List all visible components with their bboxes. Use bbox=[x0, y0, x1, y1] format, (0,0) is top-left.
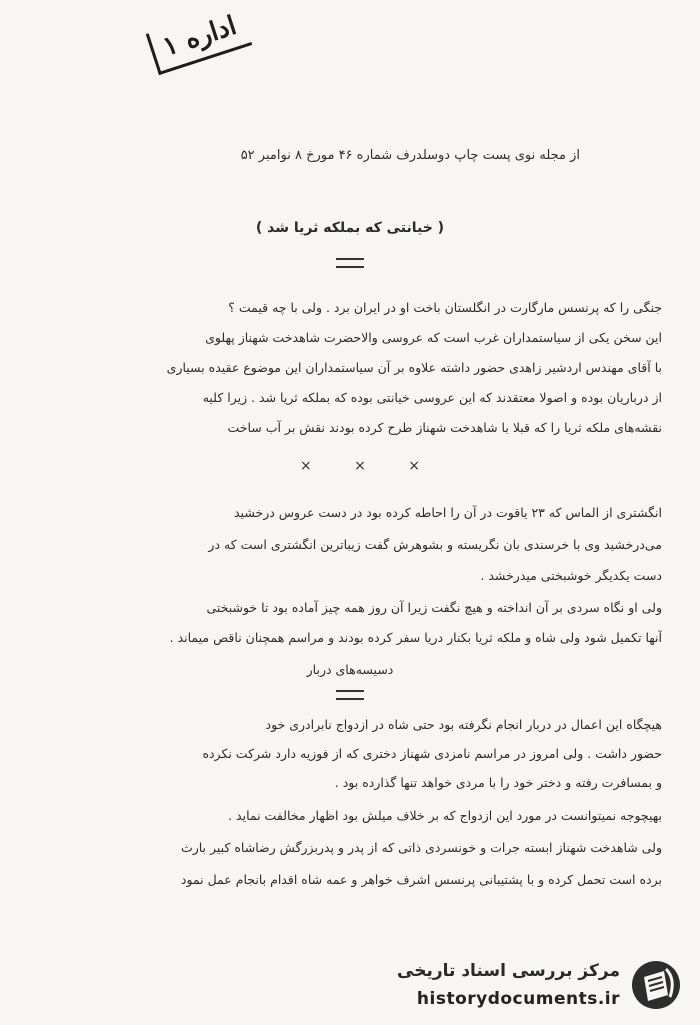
paragraph2-line: آنها تکمیل شود ولی شاه و ملکه ثریا بکنار دریا سفر کرده بودند و مراسم همچنان ناقص میماند . bbox=[169, 630, 662, 645]
paragraph2-line: دست یکدیگر خوشبختی میدرخشد . bbox=[480, 568, 662, 583]
archive-stamp: اداره ۱ bbox=[146, 4, 253, 75]
paragraph3-line: ولی شاهدخت شهناز ابسته جرات و خونسردی ذاتی که از پدر و پدربزرگش رضاشاه کبیر بارث bbox=[180, 840, 662, 855]
paragraph1-line: از درباریان بوده و اصولا معتقدند که این عروسی خیانتی بوده که بملکه ثریا شد . زیرا کلیه bbox=[202, 390, 662, 405]
paragraph1-line: این سخن یکی از سیاستمداران غرب است که عروسی والاحضرت شاهدخت شهناز پهلوی bbox=[205, 330, 662, 345]
source-header: از مجله نوی پست چاپ دوسلدرف شماره ۴۶ مورخ ۸ نوامبر ۵۲ bbox=[240, 148, 580, 163]
paragraph1-line: جنگی را که پرنسس مارگارت در انگلستان باخت او در ایران برد . ولی با چه قیمت ؟ bbox=[228, 300, 662, 315]
separator-mark: × bbox=[408, 458, 420, 474]
paragraph2-line: ولی او نگاه سردی بر آن انداخته و هیچ نگفت زیرا آن روز همه چیز آماده بود تا خوشبختی bbox=[206, 600, 662, 615]
title-underline-mark bbox=[336, 258, 364, 268]
paragraph3-line: هیچگاه این اعمال در دربار انجام نگرفته بود حتی شاه در ازدواج نابرادری خود bbox=[265, 717, 662, 732]
watermark-name: مرکز بررسی اسناد تاریخی bbox=[397, 961, 620, 981]
separator-mark: × bbox=[354, 458, 366, 474]
archive-logo-icon bbox=[630, 959, 682, 1011]
paragraph1-line: با آقای مهندس اردشیر زاهدی حضور داشته علاوه بر آن سیاستمداران این موضوع عقیده بسیاری bbox=[166, 360, 662, 375]
paragraph2-line: می‌درخشید وی با خرسندی بان نگریسته و بشوهرش گفت زیباترین انگشتری است که در bbox=[208, 537, 662, 552]
paragraph1-line: نقشه‌های ملکه ثریا را که قبلا با شاهدخت شهناز طرح کرده بودند نقش بر آب ساخت bbox=[227, 420, 662, 435]
paragraph3-line: حضور داشت . ولی امروز در مراسم نامزدی شهناز دختری که از فوزیه دارد شرکت نکرده bbox=[202, 746, 662, 761]
section-separator bbox=[300, 458, 420, 474]
paragraph2-line: انگشتری از الماس که ۲۳ یاقوت در آن را احاطه کرده بود در دست عروس درخشید bbox=[234, 505, 662, 520]
section-heading: دسیسه‌های دربار bbox=[306, 662, 394, 677]
watermark-url: historydocuments.ir bbox=[416, 989, 620, 1009]
paragraph3-line: و بمسافرت رفته و دختر خود را با مردی خواهد تنها گذارده بود . bbox=[334, 775, 662, 790]
section-divider-mark bbox=[336, 690, 364, 700]
separator-mark: × bbox=[300, 458, 312, 474]
paragraph3-line: برده است تحمل کرده و با پشتیبانی پرنسس اشرف خواهر و عمه شاه اقدام بانجام عمل نمود bbox=[180, 872, 662, 887]
paragraph3-line: بهیچوجه نمیتوانست در مورد این ازدواج که بر خلاف میلش بود اظهار مخالفت نماید . bbox=[228, 808, 662, 823]
watermark bbox=[392, 957, 682, 1017]
document-title: ( خیانتی که بملکه ثریا شد ) bbox=[255, 220, 445, 236]
